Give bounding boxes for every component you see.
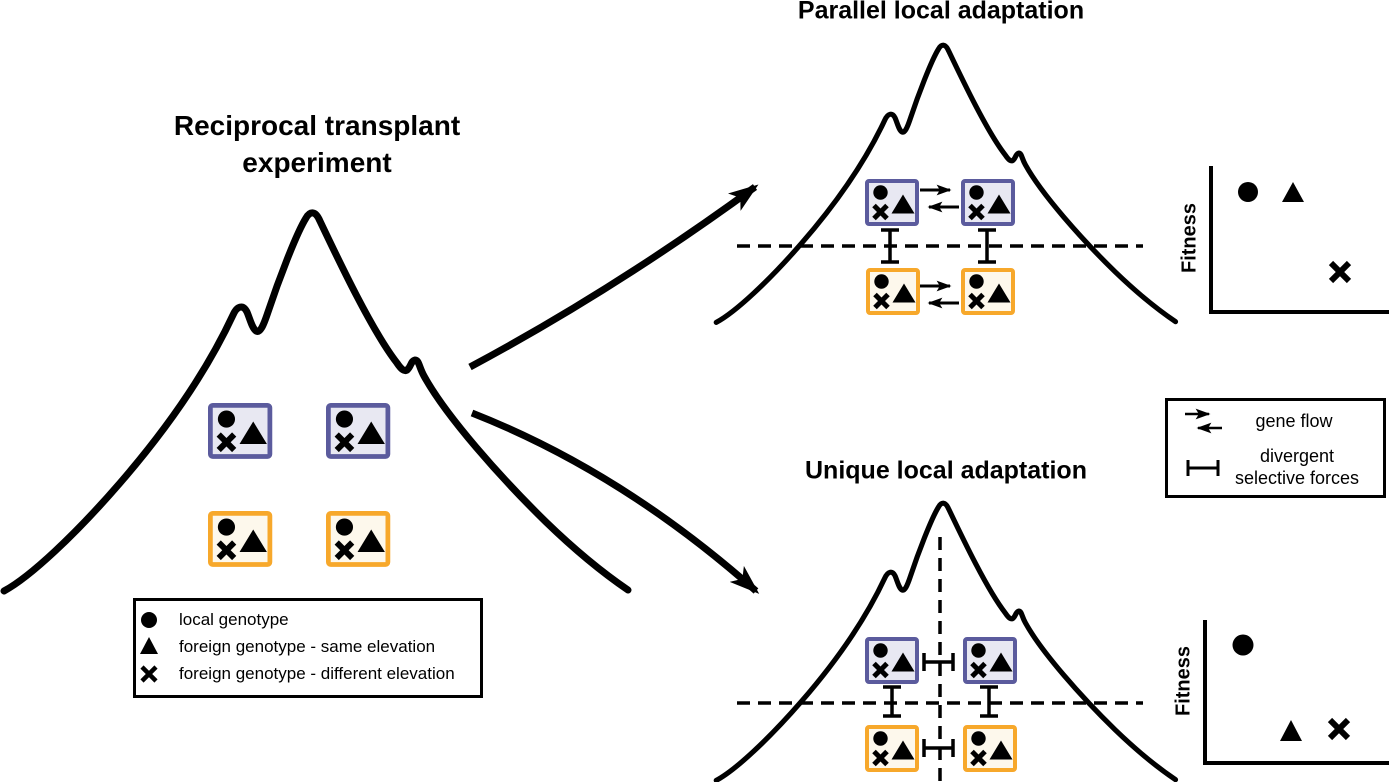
fitness-point-triangle-unique — [1280, 720, 1302, 741]
arrow-to-unique — [472, 413, 756, 591]
fitness-point-triangle-parallel — [1282, 182, 1304, 202]
genotype-box-parallel-upland-1 — [867, 181, 917, 224]
unique-panel-title: Unique local adaptation — [805, 456, 1087, 485]
fitness-axes-unique — [1205, 620, 1389, 763]
fitness-axes-parallel — [1211, 166, 1389, 312]
divergent-selection-label-line1: divergent — [1259, 446, 1335, 466]
genotype-box-parallel-upland-2 — [963, 181, 1013, 224]
genotype-box-left-upland-1 — [210, 405, 270, 456]
left-panel-title — [174, 107, 460, 181]
genotype-box-parallel-lowland-1 — [868, 270, 918, 313]
genotype-box-unique-lowland-1 — [867, 727, 917, 770]
fitness-point-x-unique — [1330, 720, 1348, 738]
legend-label-foreign-different: foreign genotype - different elevation — [179, 664, 455, 683]
mountain-outline-left — [4, 213, 628, 591]
legend-label-foreign-same: foreign genotype - same elevation — [179, 637, 436, 656]
divergent-selection-label — [1235, 445, 1359, 489]
legend-label-local-genotype: local genotype — [179, 610, 289, 629]
left-panel-title-line2: experiment — [242, 147, 392, 178]
fitness-point-circle-unique — [1233, 635, 1254, 656]
fitness-axis-label-unique: Fitness — [1172, 645, 1195, 717]
fitness-axis-label-parallel: Fitness — [1178, 202, 1201, 274]
gene-flow-label: gene flow — [1255, 411, 1333, 431]
arrow-to-parallel — [470, 187, 755, 367]
genotype-box-left-upland-2 — [328, 405, 388, 456]
mountain-outline-parallel — [716, 45, 1175, 322]
fitness-point-circle-parallel — [1238, 182, 1258, 202]
genotype-box-unique-upland-2 — [965, 639, 1015, 682]
genotype-box-unique-lowland-2 — [965, 727, 1015, 770]
mountain-outline-unique — [716, 503, 1175, 780]
parallel-panel-title: Parallel local adaptation — [797, 0, 1085, 25]
genotype-box-left-lowland-1 — [210, 513, 270, 564]
left-panel-title-line1: Reciprocal transplant — [173, 110, 461, 141]
genotype-box-unique-upland-1 — [867, 639, 917, 682]
fitness-point-x-parallel — [1331, 263, 1349, 281]
genotype-box-left-lowland-2 — [328, 513, 388, 564]
divergent-selection-label-line2: selective forces — [1234, 468, 1360, 488]
genotype-box-parallel-lowland-2 — [963, 270, 1013, 313]
